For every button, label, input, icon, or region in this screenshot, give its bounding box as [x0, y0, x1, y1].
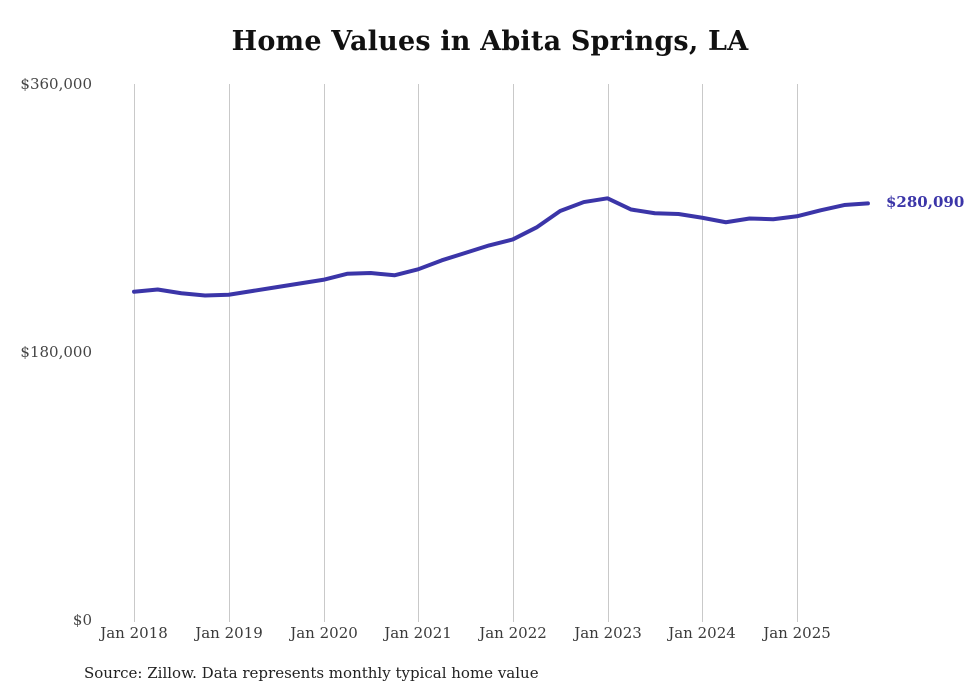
y-tick-label-bottom: $0	[72, 611, 92, 629]
series-line	[134, 198, 868, 295]
series-end-value-label: $280,090	[886, 193, 965, 212]
x-tick-label-7: Jan 2025	[763, 624, 831, 642]
line-series-svg	[100, 84, 860, 622]
source-note: Source: Zillow. Data represents monthly typical home value	[84, 664, 539, 682]
x-tick-label-5: Jan 2023	[574, 624, 642, 642]
x-tick-label-3: Jan 2021	[384, 624, 452, 642]
x-tick-label-4: Jan 2022	[479, 624, 547, 642]
y-tick-label-top: $360,000	[20, 75, 92, 93]
y-tick-label-mid: $180,000	[20, 343, 92, 361]
x-tick-label-6: Jan 2024	[668, 624, 736, 642]
x-tick-label-0: Jan 2018	[100, 624, 168, 642]
x-tick-label-2: Jan 2020	[290, 624, 358, 642]
chart-title: Home Values in Abita Springs, LA	[231, 26, 749, 57]
x-tick-label-1: Jan 2019	[195, 624, 263, 642]
plot-area	[100, 84, 860, 622]
